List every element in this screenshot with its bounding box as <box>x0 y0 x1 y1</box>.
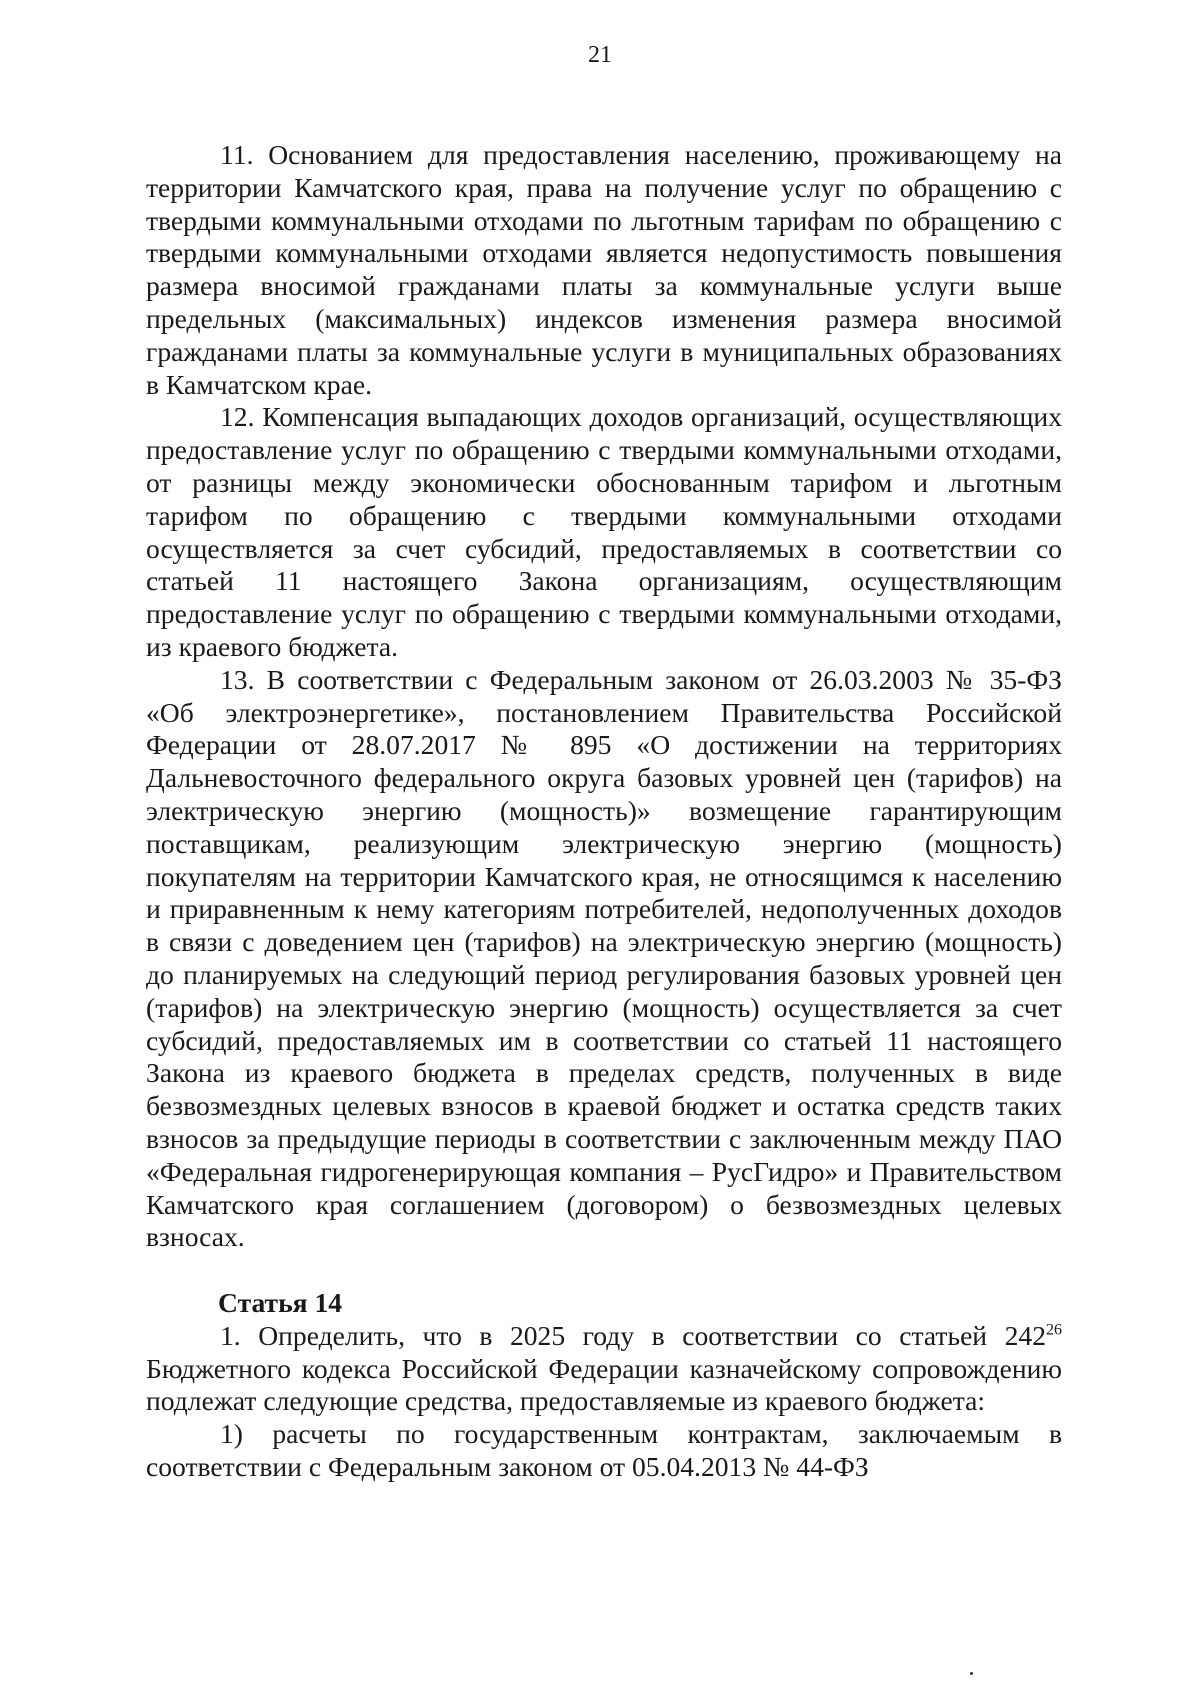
article-14-subitem-1: 1) расчеты по государственным контрактам, заключаемым в соответствии с Федеральным законом от 05.04.2013 № 44-ФЗ <box>146 1418 1062 1483</box>
paragraph-12: 12. Компенсация выпадающих доходов организаций, осуществляющих предоставление услуг по обращению с твердыми коммунальными отходами, от разницы между экономически обоснованным тарифом и льготным тарифом по обращению с твердыми коммунальными отходами осуществляется за счет субсидий, предоставляемых в соответствии со статьей 11 настоящего Закона организациям, осуществляющим предоставление услуг по обращению с твердыми коммунальными отходами, из краевого бюджета. <box>146 401 1062 662</box>
paragraph-13: 13. В соответствии с Федеральным законом от 26.03.2003 № 35-ФЗ «Об электроэнергетике», постановлением Правительства Российской Федерации от 28.07.2017 № 895 «О достижении на территориях Дальневосточного федерального округа базовых уровней цен (тарифов) на электрическую энергию (мощность)» возмещение гарантирующим поставщикам, реализующим электрическую энергию (мощность) покупателям на территории Камчатского края, не относящимся к населению и приравненным к нему категориям потребителей, недополученных доходов в связи с доведением цен (тарифов) на электрическую энергию (мощность) до планируемых на следующий период регулирования базовых уровней цен (тарифов) на электрическую энергию (мощность) осуществляется за счет субсидий, предоставляемых им в соответствии со статьей 11 настоящего Закона из краевого бюджета в пределах средств, полученных в виде безвозмездных целевых взносов в краевой бюджет и остатка средств таких взносов за предыдущие периоды в соответствии с заключенным между ПАО «Федеральная гидрогенерирующая компания – РусГидро» и Правительством Камчатского края соглашением (договором) о безвозмездных целевых взносах. <box>146 663 1062 1253</box>
document-body <box>146 139 1062 1484</box>
article-14-item-1-superscript: 26 <box>1046 1321 1062 1339</box>
paragraph-11: 11. Основанием для предоставления населению, проживающему на территории Камчатского края, права на получение услуг по обращению с твердыми коммунальными отходами по льготным тарифам по обращению с твердыми коммунальными отходами является недопустимость повышения размера вносимой гражданами платы за коммунальные услуги выше предельных (максимальных) индексов изменения размера вносимой гражданами платы за коммунальные услуги в муниципальных образованиях в Камчатском крае. <box>146 139 1062 400</box>
page-number: 21 <box>588 42 612 68</box>
article-14-item-1 <box>146 1320 1062 1418</box>
article-14-item-1-text: 1. Определить, что в 2025 году в соответствии со статьей 242 <box>220 1319 1046 1351</box>
scan-dot-mark <box>970 1672 973 1675</box>
article-14-heading: Статья 14 <box>218 1287 343 1319</box>
article-14-item-1-continuation: Бюджетного кодекса Российской Федерации казначейскому сопровождению подлежат следующие средства, предоставляемые из краевого бюджета: <box>146 1352 1062 1417</box>
